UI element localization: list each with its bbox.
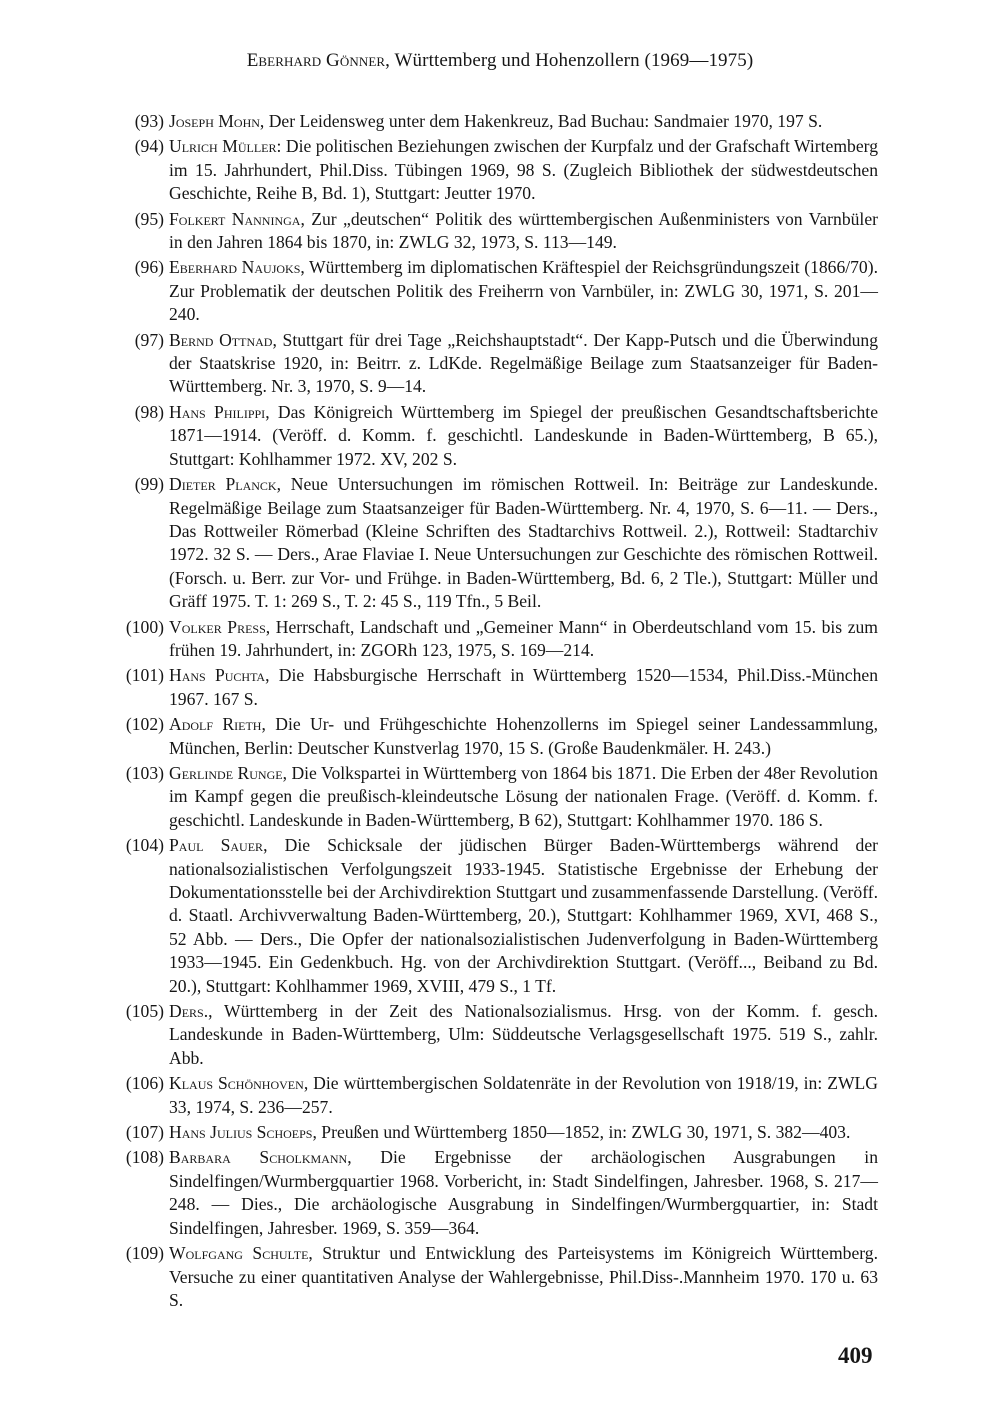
entry-author: Bernd Ottnad xyxy=(169,329,273,350)
entry-text xyxy=(169,762,878,832)
entry-author: Hans Philippi xyxy=(169,401,266,422)
entry-number: (108) xyxy=(125,1147,164,1168)
entry-author: Paul Sauer xyxy=(169,835,264,856)
entry-body: , Die Schicksale der jüdischen Bürger Baden-Württembergs während der nationalsozialistischen Verfolgungszeit 1933-1945. Statistische Ergebnisse der Erhebung der Dokumentationsstelle bei der Archivdirektion Stuttgart und zusammenfassende Darstellung. (Veröff. d. Staatl. Archivverwaltung Baden-Württemberg, 20.), Stuttgart: Kohlhammer 1969, XVI, 468 S., 52 Abb. — Ders., Die Opfer der nationalsozialistischen Judenverfolgung in Baden-Württemberg 1933—1945. Ein Gedenkbuch. Hg. von der Archivdirektion Stuttgart. (Veröff..., Beiband zu Bd. 20.), Stuttgart: Kohlhammer 1969, XVIII, 479 S., 1 Tf. xyxy=(169,835,878,996)
bibliography-entry xyxy=(126,135,878,205)
bibliography-list xyxy=(126,110,878,1314)
page-number: 409 xyxy=(838,1343,873,1368)
entry-author: Gerlinde Runge xyxy=(169,762,283,783)
entry-author: Ders. xyxy=(169,1001,209,1022)
entry-body: , Die württembergischen Soldatenräte in der Revolution von 1918/19, in: ZWLG 33, 1974, S. 236—257. xyxy=(169,1073,879,1117)
bibliography-entry xyxy=(126,664,878,711)
bibliography-entry xyxy=(126,1146,878,1240)
bibliography-entry xyxy=(126,834,878,998)
entry-body: , Zur „deutschen“ Politik des württembergischen Außenministers von Varnbüler in den Jahren 1864 bis 1870, in: ZWLG 32, 1973, S. 113—149. xyxy=(169,208,878,253)
entry-number: (99) xyxy=(134,474,164,495)
entry-number: (95) xyxy=(134,208,164,229)
entry-author: Volker Press xyxy=(169,616,266,637)
entry-number: (93) xyxy=(134,111,164,131)
bibliography-entry xyxy=(126,1072,878,1119)
entry-text xyxy=(169,834,878,998)
bibliography-entry xyxy=(126,329,878,399)
entry-author: Wolfgang Schulte xyxy=(169,1243,309,1264)
entry-text xyxy=(169,1146,878,1240)
entry-number: (103) xyxy=(125,762,164,783)
entry-text xyxy=(169,616,878,663)
entry-number: (98) xyxy=(134,401,164,422)
bibliography-entry xyxy=(126,208,878,255)
entry-number: (101) xyxy=(125,665,164,686)
entry-body: , Die Volkspartei in Württemberg von 1864 bis 1871. Die Erben der 48er Revolution im Kampf gegen die preußisch-kleindeutsche Lösung der nationalen Frage. (Veröff. d. Komm. f. geschichtl. Landeskunde in Baden-Württemberg, B 62), Stuttgart: Kohlhammer 1970. 186 S. xyxy=(169,762,878,830)
entry-number: (102) xyxy=(125,714,164,735)
bibliography-entry xyxy=(126,401,878,471)
entry-number: (94) xyxy=(134,136,164,157)
entry-number: (105) xyxy=(125,1001,164,1022)
entry-text xyxy=(169,256,878,326)
entry-author: Dieter Planck xyxy=(169,474,277,495)
entry-body: , Württemberg im diplomatischen Kräftespiel der Reichsgründungszeit (1866/70). Zur Problematik der deutschen Politik des Freiherrn von Varnbüler, in: ZWLG 30, 1971, S. 201—240. xyxy=(169,257,878,325)
entry-author: Adolf Rieth xyxy=(169,714,262,735)
entry-author: Folkert Nanninga xyxy=(169,208,301,229)
entry-body: , Das Königreich Württemberg im Spiegel der preußischen Gesandtschaftsberichte 1871—1914. (Veröff. d. Komm. f. geschichtl. Landeskunde in Baden-Württemberg, B 65.), Stuttgart: Kohlhammer 1972. XV, 202 S. xyxy=(169,401,879,469)
entry-text xyxy=(169,1242,878,1312)
bibliography-entry xyxy=(126,1242,878,1312)
entry-body: , Die Habsburgische Herrschaft in Württemberg 1520—1534, Phil.Diss.-München 1967. 167 S. xyxy=(169,665,878,709)
entry-author: Eberhard Naujoks xyxy=(169,257,301,278)
bibliography-entry xyxy=(126,256,878,326)
entry-text xyxy=(169,1121,878,1144)
entry-body: , Die Ergebnisse der archäologischen Ausgrabungen in Sindelfingen/Wurmbergquartier 1968. Vorbericht, in: Stadt Sindelfingen, Jahresber. 1968, S. 217—248. — Dies., Die archäologische Ausgrabung in Sindelfingen/Wurmbergquartier, in: Stadt Sindelfingen, Jahresber. 1969, S. 359—364. xyxy=(169,1147,878,1238)
entry-text xyxy=(169,1072,878,1119)
entry-text xyxy=(169,473,878,613)
entry-text xyxy=(169,664,878,711)
entry-number: (106) xyxy=(125,1073,164,1094)
entry-author: Hans Julius Schoeps xyxy=(169,1122,313,1143)
entry-body: : Die politischen Beziehungen zwischen der Kurpfalz und der Grafschaft Wirtemberg im 15. Jahrhundert, Phil.Diss. Tübingen 1969, 98 S. (Zugleich Bibliothek der südwestdeutschen Geschichte, Reihe B, Bd. 1), Stuttgart: Jeutter 1970. xyxy=(169,136,878,204)
entry-text xyxy=(169,713,878,760)
entry-text xyxy=(169,110,878,133)
header-author: Eberhard Gönner xyxy=(246,50,386,71)
entry-number: (97) xyxy=(134,329,164,350)
entry-body: , Die Ur- und Frühgeschichte Hohenzollerns im Spiegel seiner Landessammlung, München, Berlin: Deutscher Kunstverlag 1970, 15 S. (Große Baudenkmäler. H. 243.) xyxy=(169,714,878,758)
entry-author: Joseph Mohn xyxy=(169,111,260,131)
entry-number: (109) xyxy=(125,1243,164,1264)
bibliography-entry xyxy=(126,762,878,832)
entry-text xyxy=(169,208,878,255)
entry-author: Hans Puchta xyxy=(169,665,266,686)
entry-number: (100) xyxy=(125,616,164,637)
bibliography-entry xyxy=(126,1121,878,1144)
entry-body: , Struktur und Entwicklung des Parteisystems im Königreich Württemberg. Versuche zu einer quantitativen Analyse der Wahlergebnisse, Phil.Diss-.Mannheim 1970. 170 u. 63 S. xyxy=(169,1243,878,1310)
entry-body: , Württemberg in der Zeit des Nationalsozialismus. Hrsg. von der Komm. f. gesch. Landeskunde in Baden-Württemberg, Ulm: Süddeutsche Verlagsgesellschaft 1975. 519 S., zahlr. Abb. xyxy=(169,1001,878,1068)
entry-number: (96) xyxy=(134,257,164,278)
entry-body: , Preußen und Württemberg 1850—1852, in: ZWLG 30, 1971, S. 382—403. xyxy=(312,1122,851,1143)
entry-number: (107) xyxy=(125,1122,164,1143)
bibliography-entry xyxy=(126,616,878,663)
header-title: , Württemberg und Hohenzollern (1969—1975) xyxy=(385,50,754,71)
entry-body: , Stuttgart für drei Tage „Reichshauptstadt“. Der Kapp-Putsch und die Überwindung der Staatskrise 1920, in: Beitrr. z. LdKde. Regelmäßige Beilage zum Staatsanzeiger für Baden-Württemberg. Nr. 3, 1970, S. 9—14. xyxy=(169,329,879,397)
entry-author: Klaus Schönhoven xyxy=(169,1073,304,1094)
bibliography-entry xyxy=(126,473,878,613)
bibliography-entry xyxy=(126,110,878,133)
bibliography-entry xyxy=(126,1000,878,1070)
entry-text xyxy=(169,329,878,399)
entry-number: (104) xyxy=(125,835,164,856)
entry-body: , Neue Untersuchungen im römischen Rottweil. In: Beiträge zur Landeskunde. Regelmäßige Beilage zum Staatsanzeiger für Baden-Württemberg. Nr. 4, 1970, S. 6—11. — Ders., Das Rottweiler Römerbad (Kleine Schriften des Stadtarchivs Rottweil. 2.), Rottweil: Stadtarchiv 1972. 32 S. — Ders., Arae Flaviae I. Neue Untersuchungen zur Geschichte des römischen Rottweil. (Forsch. u. Berr. zur Vor- und Frühge. in Baden-Württemberg, Bd. 6, 2 Tle.), Stuttgart: Müller und Gräff 1975. T. 1: 269 S., T. 2: 45 S., 119 Tfn., 5 Beil. xyxy=(169,474,878,612)
entry-author: Ulrich Müller xyxy=(169,136,277,157)
entry-body: , Der Leidensweg unter dem Hakenkreuz, Bad Buchau: Sandmaier 1970, 197 S. xyxy=(259,111,823,131)
entry-text xyxy=(169,401,878,471)
entry-text xyxy=(169,1000,878,1070)
entry-body: , Herrschaft, Landschaft und „Gemeiner Mann“ in Oberdeutschland vom 15. bis zum frühen 19. Jahrhundert, in: ZGORh 123, 1975, S. 169—214. xyxy=(169,616,878,660)
running-header xyxy=(0,50,1000,72)
entry-author: Barbara Scholkmann xyxy=(169,1147,348,1168)
bibliography-entry xyxy=(126,713,878,760)
entry-text xyxy=(169,135,878,205)
